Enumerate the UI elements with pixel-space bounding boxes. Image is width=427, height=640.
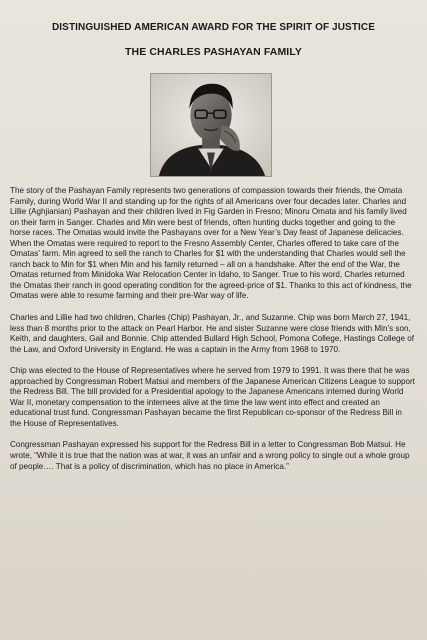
paragraph-3: Chip was elected to the House of Representatives where he served from 1979 to 1991. It was there that he was approached by Congressman Robert Matsui and members of the Japanese American Citizens League to support the Redress Bill. The bill provided for a Presidential apology to the Japanese Americans interned during World War II, monetary compensation to the internees alive at the time the law went into effect and created an educational trust fund. Congressman Pashayan became the first Republican co-sponsor of the Redress Bill in the House of Representatives.	[10, 366, 415, 428]
story-text	[10, 186, 415, 483]
paragraph-1: The story of the Pashayan Family represents two generations of compassion towards their friends, the Omata Family, during World War II and standing up for the rights of all Americans over four decades later. Charles and Lillie (Aghjianian) Pashayan and their children lived in Fig Garden in Fresno; Minoru Omata and his family lived on their farm in Sanger. Charles and Min were best of friends, often hunting ducks together and going to the horse races. The Omatas would invite the Pashayans over for a New Year’s Day feast of Japanese delicacies. When the Omatas were required to report to the Fresno Assembly Center, Charles offered to take care of the Omatas’ farm. Min agreed to sell the ranch to Charles for $1 with the understanding that Charles would sell the ranch back to Min for $1 when Min and his family returned – all on a handshake. After the end of the War, the Omatas returned from Minidoka War Relocation Center in Idaho, to Sanger. True to his word, Charles returned the Omatas their ranch in good operating condition for the agreed-price of $1. Thanks to this act of kindness, the Omatas were able to resume farming and their pre-War way of life.	[10, 186, 412, 301]
paragraph-2: Charles and Lillie had two children, Charles (Chip) Pashayan, Jr., and Suzanne. Chip was born March 27, 1941, less than 8 months prior to the attack on Pearl Harbor. He and sister Suzanne were close friends with Min’s son, Keith, and daughters, Gail and Bonnie. Chip attended Bullard High School, Pomona College, Hastings College of the Law, and Oxford University in England. He was a captain in the Army from 1968 to 1970.	[10, 313, 415, 354]
award-title: DISTINGUISHED AMERICAN AWARD FOR THE SPIRIT OF JUSTICE	[51, 22, 375, 33]
family-title: THE CHARLES PASHAYAN FAMILY	[125, 46, 302, 58]
portrait-photo-icon	[151, 74, 271, 176]
paragraph-4: Congressman Pashayan expressed his support for the Redress Bill in a letter to Congressman Bob Matsui. He wrote, “While it is true that the nation was at war, it was an unfair and a wrong policy to single out a whole group of people…. That is a policy of discrimination, which has no place in America.”	[10, 440, 410, 471]
portrait-photo	[150, 73, 272, 177]
